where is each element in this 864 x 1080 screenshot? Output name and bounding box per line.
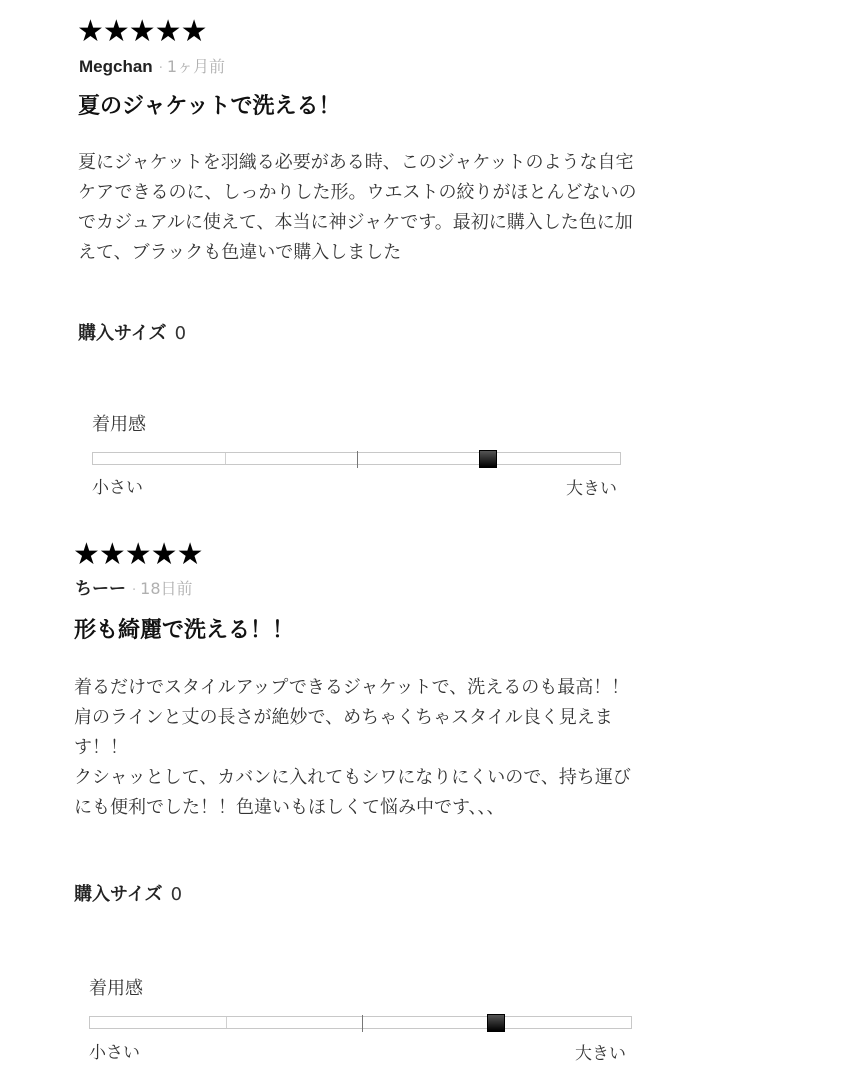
reviewer-name: Megchan [79,57,153,76]
purchase-size [78,322,186,346]
review-meta [75,578,193,602]
fit-label: 着用感 [92,414,146,435]
review-body: 夏にジャケットを羽織る必要がある時、このジャケットのような自宅ケアできるのに、しっかりした形。ウエストの絞りがほとんどないのでカジュアルに使えて、本当に神ジャケです。最初に購入した色に加えて、ブラックも色違いで購入しました [78,152,637,263]
meta-separator: · [132,583,137,598]
reviewer-name: ちーー [75,579,126,598]
star-rating: ★★★★★ [77,14,207,49]
fit-scale [92,452,621,465]
scale-center-tick [362,1015,363,1032]
scale-min-label: 小さい [89,1043,140,1063]
purchase-size-value: 0 [174,323,187,344]
scale-min-label: 小さい [92,478,143,498]
review-date: 18日前 [140,579,193,598]
scale-max-label: 大きい [575,1044,626,1064]
scale-center-tick [357,451,358,468]
meta-separator: · [158,61,163,76]
star-rating: ★★★★★ [73,537,203,572]
review-body: 着るだけでスタイルアップできるジャケットで、洗えるのも最高！！肩のラインと丈の長さが絶妙で、めちゃくちゃスタイル良く見えます！！ クシャッとして、カバンに入れてもシワになりにくいので、持ち運びにも便利でした！！色違いもほしくて悩み中です、、、 [74,677,631,818]
fit-scale [89,1016,632,1029]
fit-label: 着用感 [89,978,143,999]
purchase-size-label: 購入サイズ [78,323,167,344]
fit-indicator [479,450,497,468]
scale-max-label: 大きい [566,479,617,499]
purchase-size-value: 0 [170,884,183,905]
purchase-size-label: 購入サイズ [74,884,163,905]
review-meta [79,56,225,80]
scale-tick [226,1017,227,1028]
review-date: 1ヶ月前 [166,57,226,76]
scale-tick [225,453,226,464]
review-title: 夏のジャケットで洗える！ [78,94,341,119]
fit-indicator [487,1014,505,1032]
purchase-size [74,883,182,907]
review-title: 形も綺麗で洗える！！ [74,618,295,643]
